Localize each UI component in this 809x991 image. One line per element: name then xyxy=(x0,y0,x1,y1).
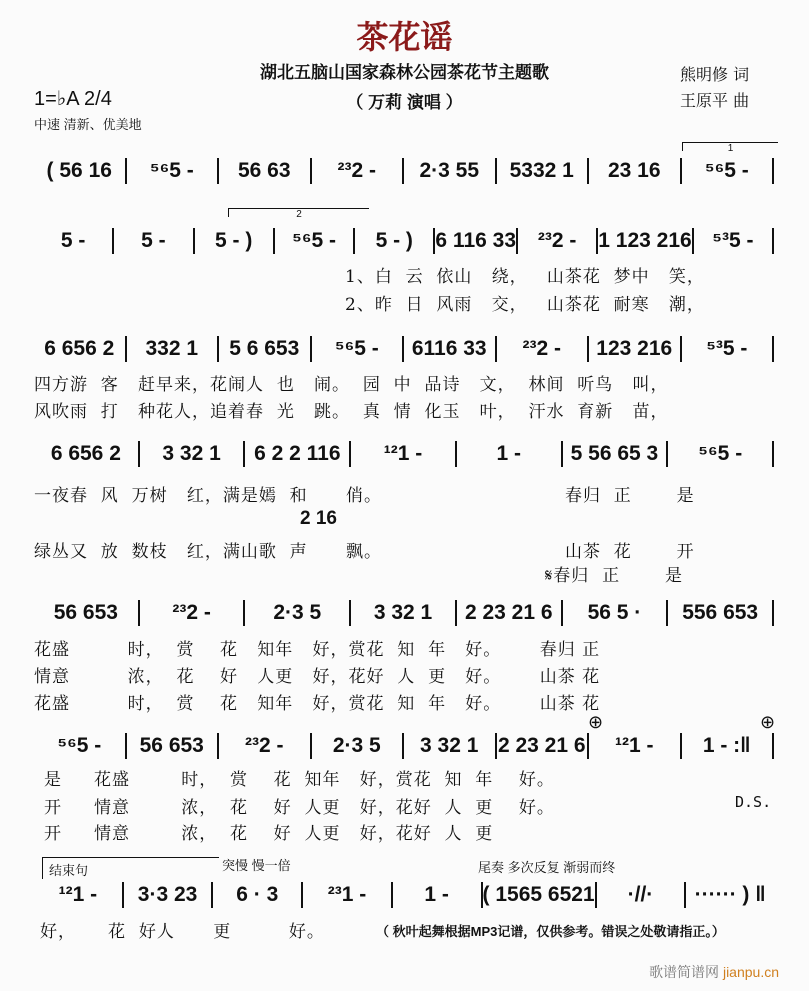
outro-marking: 尾奏 多次反复 渐弱而终 xyxy=(478,860,616,875)
watermark xyxy=(649,962,779,982)
measure: 556 653 xyxy=(682,601,759,624)
measure: 3·3 23 xyxy=(137,883,198,906)
measure: 5 6 653 xyxy=(229,337,300,360)
lyrics-line: 春归 正 是 xyxy=(565,486,695,506)
lyrics-line: 开 情意 浓， 花 好 人更 好，花好 人 更 好。 xyxy=(44,798,555,818)
volta-1: 1 xyxy=(682,142,778,151)
lyrics-line: 花盛 时， 赏 花 知年 好，赏花 知 年 好。 春归 正 xyxy=(34,640,601,660)
tempo-marking: 中速 清新、优美地 xyxy=(34,117,142,132)
measure: ²³1 - xyxy=(327,883,367,906)
measure: 332 1 xyxy=(145,337,199,360)
measure: 6116 33 xyxy=(411,337,487,360)
measure: ²³2 - xyxy=(245,734,284,757)
measure: ¹²1 - xyxy=(383,442,423,465)
lyricist: 熊明修 词 xyxy=(680,65,750,84)
measure: 1 - xyxy=(424,883,449,906)
measure: ⁵⁶5 - xyxy=(291,229,336,252)
composer: 王原平 曲 xyxy=(680,91,750,110)
measure: 23 16 xyxy=(607,159,661,182)
measure: 6 2 2 116 xyxy=(254,442,341,465)
measure: 3 32 1 xyxy=(373,601,433,624)
measure: ⁵⁶5 - xyxy=(698,442,743,465)
lyrics-line: 山茶 花 开 xyxy=(565,542,695,562)
measure: ⁵⁶5 - xyxy=(704,159,749,182)
measure: 1 - xyxy=(496,442,521,465)
measure: ( 1565 6521 xyxy=(482,883,595,906)
coda-sign: ⊕ xyxy=(588,712,604,732)
bar-line xyxy=(772,600,774,626)
measure: 56 653 xyxy=(53,601,118,624)
measure: 2 23 21 6 xyxy=(464,601,553,624)
measure: 6 656 2 xyxy=(50,442,121,465)
measure: 1 - :‖ xyxy=(702,734,751,757)
song-subtitle: 湖北五脑山国家森林公园茶花节主题歌 xyxy=(260,63,549,82)
measure: 3 32 1 xyxy=(162,442,221,465)
bar-line xyxy=(772,336,774,362)
notation-line xyxy=(34,600,774,626)
measure: 6 · 3 xyxy=(236,883,279,906)
lyrics-line: 好， 花 好人 更 好。 xyxy=(40,922,325,942)
bar-line xyxy=(772,158,774,184)
ending-label: 结束句 xyxy=(42,857,219,879)
lyrics-line: 2、昨 日 风雨 交， 山茶花 耐寒 潮， xyxy=(345,295,705,315)
slowdown-marking: 突慢 慢一倍 xyxy=(222,858,291,873)
notation-line xyxy=(34,336,774,362)
measure: ⁵⁶5 - xyxy=(149,159,194,182)
lyrics-line: 风吹雨 打 种花人，追着春 光 跳。 真 情 化玉 叶， 汗水 育新 苗， xyxy=(34,402,669,422)
credits xyxy=(680,62,749,114)
notation-line xyxy=(34,158,774,184)
measure: ¹²1 - xyxy=(615,734,654,757)
lyrics-line: 一夜春 风 万树 红，满是嫣 和 俏。 xyxy=(34,486,383,506)
lyrics-line: 情意 浓， 花 好 人更 好，花好 人 更 好。 山茶 花 xyxy=(34,667,601,687)
measure: 56 653 xyxy=(139,734,204,757)
measure: 1 123 216 xyxy=(598,229,692,252)
watermark-text: 歌谱简谱网 xyxy=(649,964,720,980)
measure: 123 216 xyxy=(596,337,673,360)
volta-2: 2 xyxy=(228,208,369,217)
measure: 5332 1 xyxy=(509,159,574,182)
measure: 2·3 55 xyxy=(419,159,480,182)
measure: 56 5 · xyxy=(587,601,642,624)
watermark-domain: jianpu.cn xyxy=(722,964,779,980)
bar-line xyxy=(772,441,774,467)
lyrics-line: 是 花盛 时， 赏 花 知年 好，赏花 知 年 好。 xyxy=(44,770,555,790)
measure: 6 656 2 xyxy=(44,337,115,360)
measure: ⁵³5 - xyxy=(712,229,754,252)
alternate-notes: 2 16 xyxy=(300,508,337,529)
measure: ⁵⁶5 - xyxy=(57,734,102,757)
measure: 5 - ) xyxy=(375,229,413,252)
singer-credit: （ 万莉 演唱 ） xyxy=(346,93,463,112)
key-signature: 1=♭A 2/4 xyxy=(34,88,112,110)
measure: ( 56 16 xyxy=(46,159,112,182)
measure: 5 - xyxy=(60,229,86,252)
transcriber-note: （ 秋叶起舞根据MP3记谱，仅供参考。错误之处敬请指正。） xyxy=(376,924,725,939)
song-title: 茶花谣 xyxy=(356,19,453,55)
bar-line xyxy=(772,228,774,254)
measure: ⁵³5 - xyxy=(706,337,748,360)
notation-line xyxy=(34,882,774,908)
measure: ·//· xyxy=(627,883,654,906)
coda-sign: ⊕ xyxy=(760,712,776,732)
measure: 5 - xyxy=(141,229,166,252)
measure: ······ ) ‖ xyxy=(694,883,766,906)
lyrics-line: 花盛 时， 赏 花 知年 好，赏花 知 年 好。 山茶 花 xyxy=(34,694,601,714)
dal-segno: D.S. xyxy=(735,793,772,811)
measure: 3 32 1 xyxy=(420,734,479,757)
measure: 56 63 xyxy=(237,159,291,182)
measure: ¹²1 - xyxy=(58,883,98,906)
notation-line xyxy=(34,441,774,467)
lyrics-segno-line: 𝄋春归 正 是 xyxy=(545,566,683,586)
measure: ²³2 - xyxy=(337,159,376,182)
measure: 2·3 5 xyxy=(273,601,322,624)
measure: 5 - ) xyxy=(215,229,253,252)
notation-line xyxy=(34,228,774,254)
lyrics-line: 1、白 云 依山 绕， 山茶花 梦中 笑， xyxy=(345,267,705,287)
measure: ²³2 - xyxy=(522,337,561,360)
measure: 5 56 65 3 xyxy=(570,442,659,465)
lyrics-line: 绿丛又 放 数枝 红，满山歌 声 飘。 xyxy=(34,542,383,562)
measure: ²³2 - xyxy=(172,601,211,624)
bar-line xyxy=(772,733,774,759)
lyrics-line: 开 情意 浓， 花 好 人更 好，花好 人 更 xyxy=(44,824,494,844)
measure: 2·3 5 xyxy=(332,734,381,757)
measure: ⁵⁶5 - xyxy=(334,337,379,360)
measure: 6 116 33 xyxy=(435,229,516,252)
notation-line xyxy=(34,733,774,759)
measure: ²³2 - xyxy=(537,229,577,252)
measure: 2 23 21 6 xyxy=(497,734,586,757)
lyrics-line: 四方游 客 赶早来，花闹人 也 闹。 园 中 品诗 文， 林间 听鸟 叫， xyxy=(34,375,669,395)
